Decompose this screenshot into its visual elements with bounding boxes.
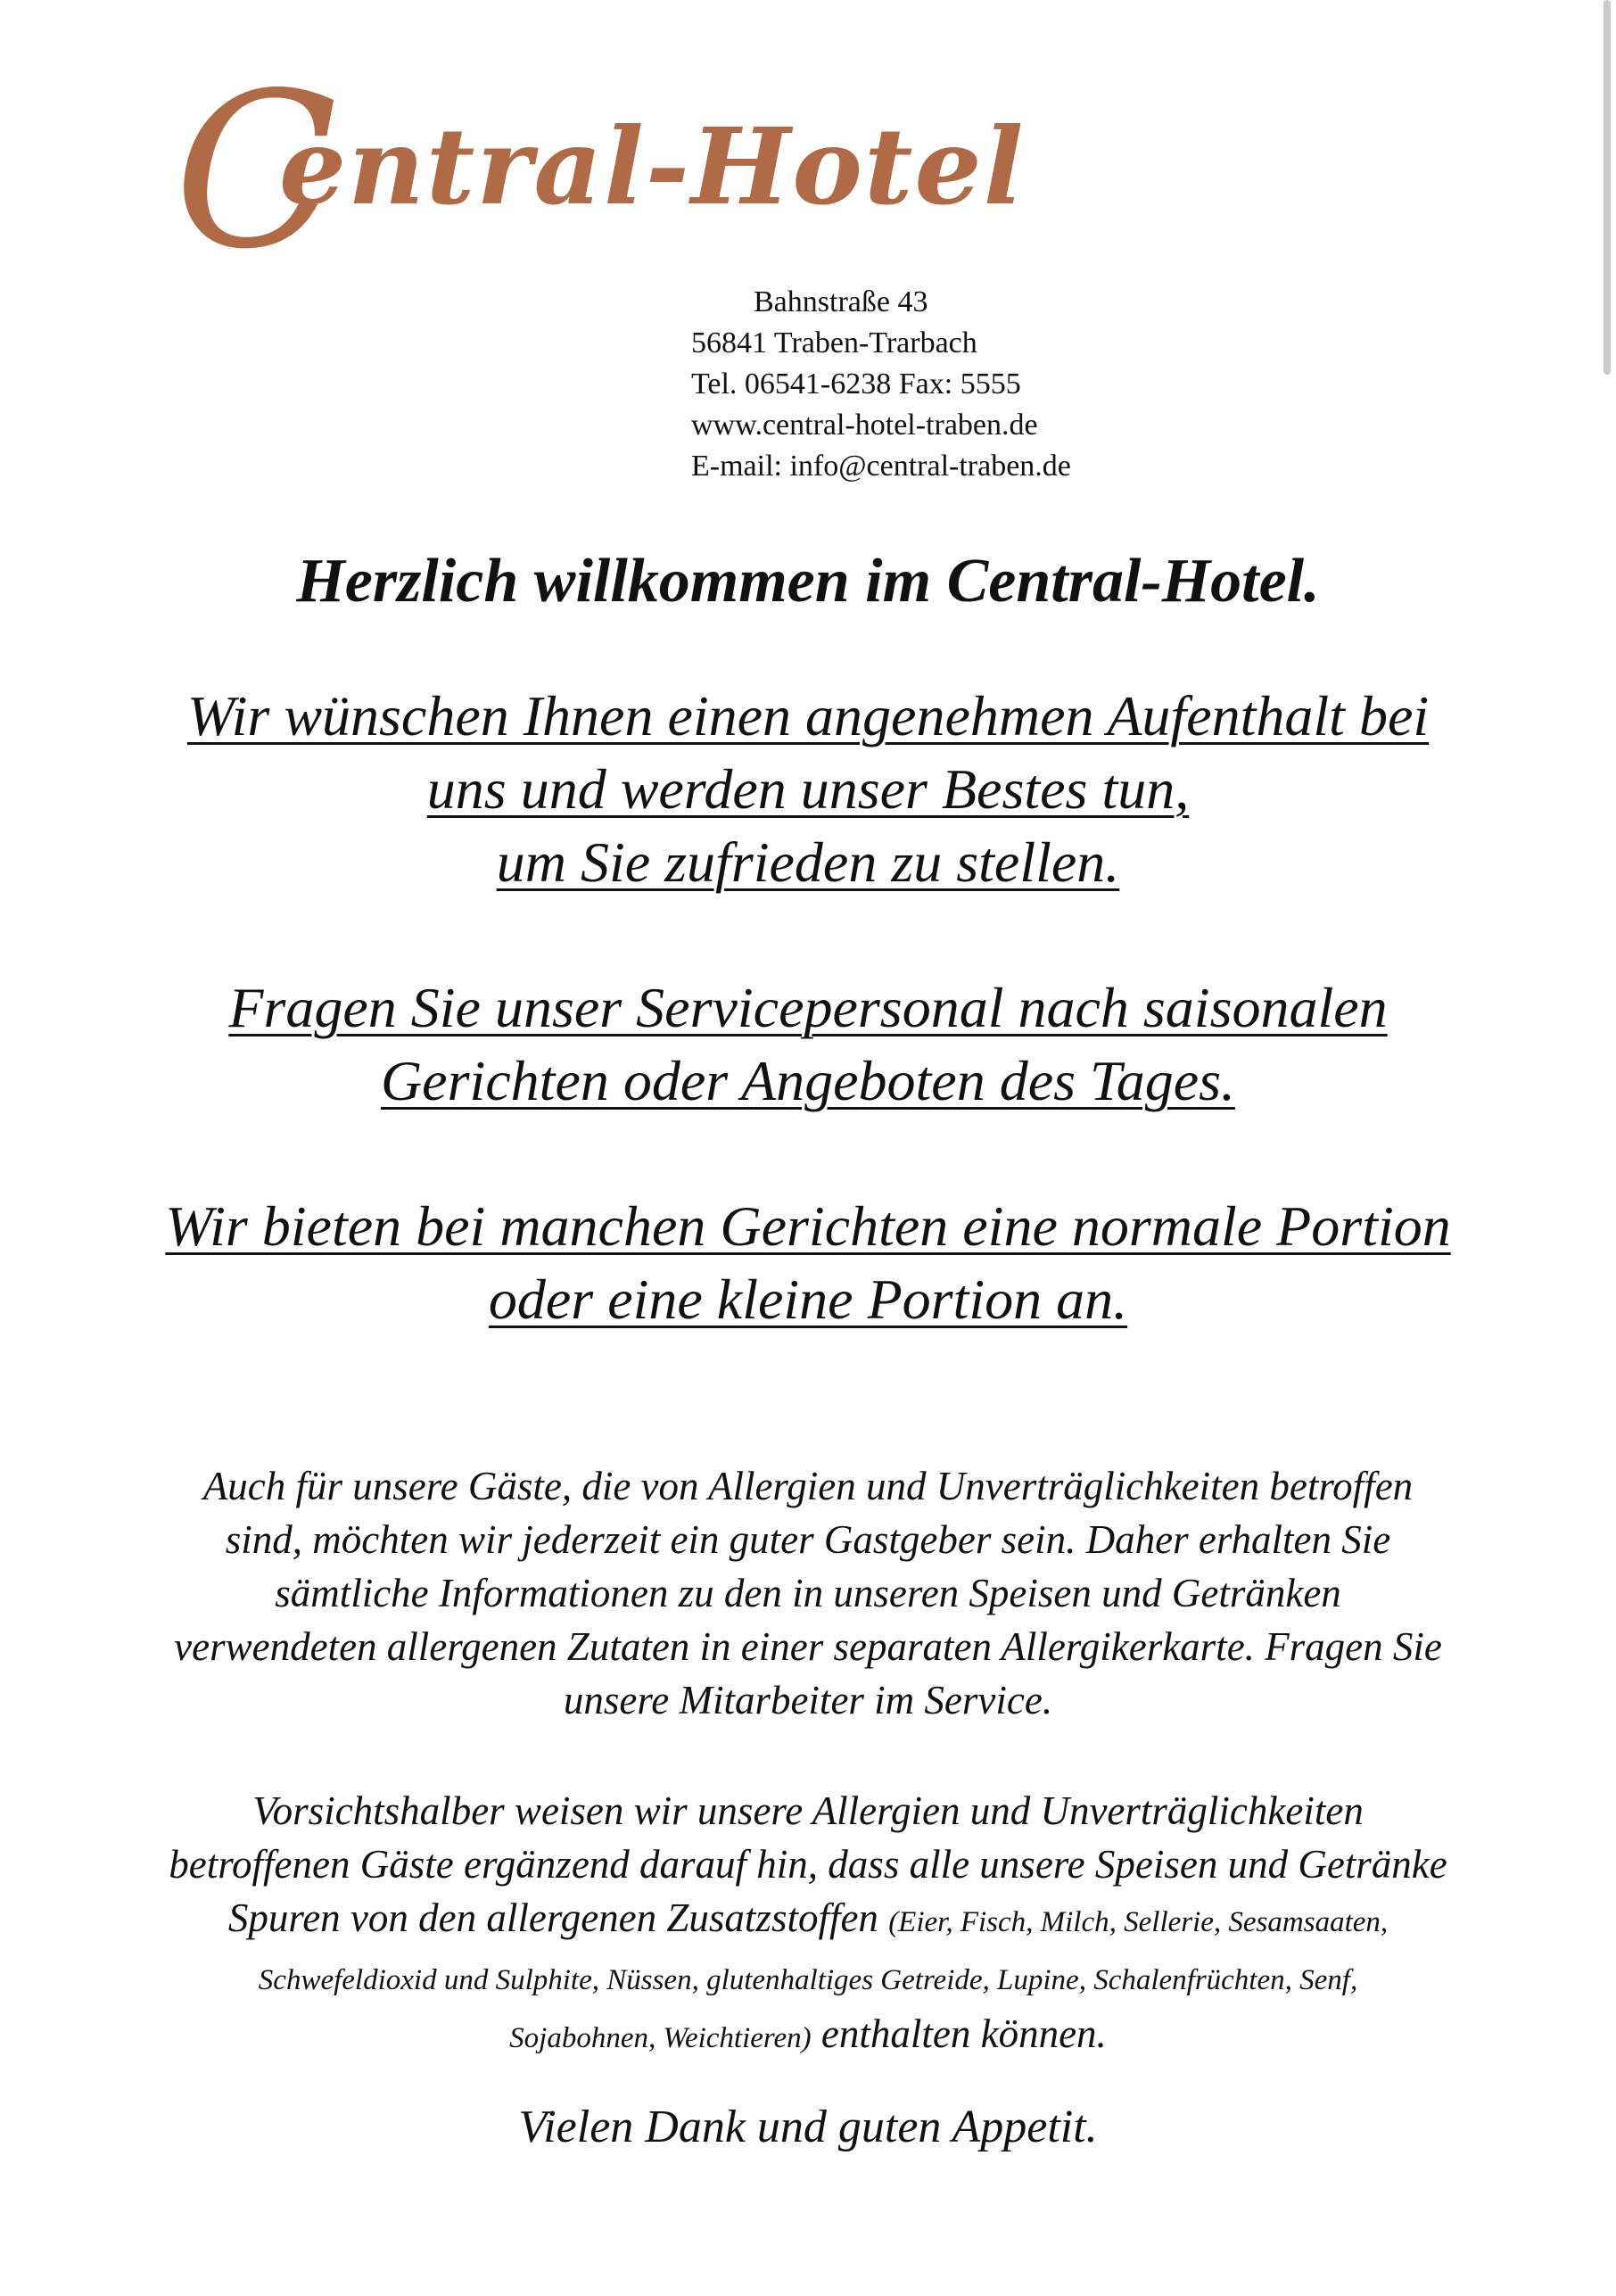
allergy-info-line: unsere Mitarbeiter im Service. (563, 1678, 1053, 1722)
portion-paragraph (0, 1190, 1616, 1336)
allergen-list: (Eier, Fisch, Milch, Sellerie, Sesamsaaten, (888, 1906, 1389, 1938)
allergy-info-line: sämtliche Informationen zu den in unseren Speisen und Getränken (275, 1571, 1341, 1615)
welcome-line-1: Wir wünschen Ihnen einen angenehmen Aufenthalt bei (186, 684, 1430, 747)
address-phone-fax: Tel. 06541-6238 Fax: 5555 (691, 368, 1021, 401)
allergy-info-line: Auch für unsere Gäste, die von Allergien und Unverträglichkeiten betroffen (202, 1464, 1414, 1508)
allergy-info-line: sind, möchten wir jederzeit ein guter Gastgeber sein. Daher erhalten Sie (225, 1517, 1391, 1562)
welcome-paragraph (0, 680, 1616, 899)
allergy-info-line: verwendeten allergenen Zutaten in einer separaten Allergikerkarte. Fragen Sie (174, 1624, 1442, 1669)
logo-initial: C (174, 46, 338, 296)
address-street: Bahnstraße 43 (754, 285, 928, 318)
allergen-list: Sojabohnen, Weichtieren) (509, 2022, 812, 2054)
allergy-notice-main: Spuren von den allergenen Zusatzstoffen (227, 1895, 878, 1940)
scrollbar[interactable] (1604, 0, 1611, 375)
address-city: 56841 Traben-Trarbach (691, 326, 977, 359)
welcome-line-2: uns und werden unser Bestes tun, (426, 757, 1190, 821)
allergy-notice-main: enthalten können. (820, 2011, 1107, 2056)
allergy-notice-paragraph (0, 1784, 1616, 2065)
seasonal-paragraph (0, 971, 1616, 1118)
hotel-address (691, 282, 1071, 487)
closing-text: Vielen Dank und guten Appetit. (518, 2102, 1098, 2152)
welcome-line-3: um Sie zufrieden zu stellen. (496, 830, 1120, 894)
portion-line-2: oder eine kleine Portion an. (488, 1268, 1128, 1331)
hotel-logo (174, 46, 1026, 296)
allergy-notice-line (0, 1949, 1616, 2007)
portion-line-1: Wir bieten bei manchen Gerichten eine normale Portion (165, 1194, 1451, 1258)
allergy-info-paragraph (0, 1459, 1616, 1727)
logo-wordmark: entral-Hotel (279, 104, 1026, 228)
address-email: E-mail: info@central-traben.de (691, 450, 1071, 483)
seasonal-line-2: Gerichten oder Angeboten des Tages. (380, 1049, 1236, 1112)
allergen-list: Schwefeldioxid und Sulphite, Nüssen, glutenhaltiges Getreide, Lupine, Schalenfrüchten, Senf, (258, 1964, 1358, 1996)
address-website: www.central-hotel-traben.de (691, 409, 1038, 442)
allergy-notice-line (0, 2007, 1616, 2065)
seasonal-line-1: Fragen Sie unser Servicepersonal nach saisonalen (228, 976, 1388, 1039)
allergy-notice-line: Vorsichtshalber weisen wir unsere Allergien und Unverträglichkeiten (252, 1788, 1364, 1833)
allergy-notice-line: betroffenen Gäste ergänzend darauf hin, dass alle unsere Speisen und Getränke (169, 1842, 1447, 1887)
welcome-title: Herzlich willkommen im Central-Hotel. (296, 547, 1320, 615)
allergy-notice-line (0, 1891, 1616, 1949)
